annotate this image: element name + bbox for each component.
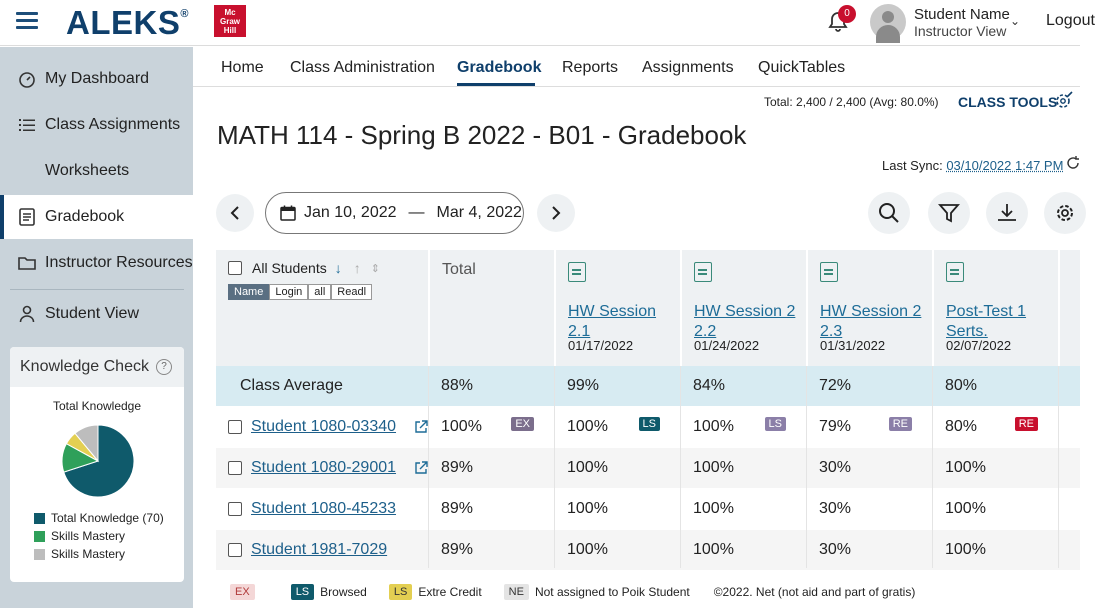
top-bar <box>0 0 1095 46</box>
column-divider <box>1058 366 1059 568</box>
sidebar-item-label: Gradebook <box>45 208 125 225</box>
legend-badge: NE <box>504 584 529 600</box>
column-label[interactable]: Post-Test 1 Serts. <box>946 303 1027 340</box>
class-average-label: Class Average <box>240 377 343 394</box>
page-title: MATH 114 - Spring B 2022 - B01 - Gradebook <box>217 120 747 150</box>
knowledge-pie-chart <box>58 421 138 501</box>
sidebar-item-instructor-resources[interactable] <box>0 241 193 285</box>
worksheet-icon <box>17 161 37 181</box>
settings-button[interactable] <box>1044 192 1086 234</box>
column-label[interactable]: HW Session 2 2.2 <box>694 303 796 340</box>
legend-badge: LS <box>291 584 314 600</box>
student-name-cell <box>216 530 387 570</box>
table-cell[interactable]: 30% <box>819 459 852 476</box>
table-cell[interactable]: 100% LS <box>555 407 680 447</box>
main-nav <box>193 47 1080 87</box>
next-range-button[interactable] <box>537 194 575 232</box>
student-name-cell <box>216 489 396 529</box>
class-tools-button[interactable]: CLASS TOOLS <box>958 94 1058 110</box>
menu-icon[interactable] <box>16 12 38 30</box>
table-cell[interactable]: 100% <box>693 541 734 558</box>
knowledge-check-header <box>10 347 184 387</box>
table-row <box>216 448 1080 488</box>
student-link[interactable]: Student 1080-29001 <box>251 459 397 476</box>
sort-option-name[interactable]: Name <box>228 284 269 300</box>
table-cell[interactable]: 80% RE <box>933 407 1058 447</box>
legend-item <box>34 511 164 525</box>
user-role: Instructor View <box>914 23 1007 39</box>
sidebar-item-student-view[interactable] <box>0 292 193 336</box>
list-icon <box>17 115 37 135</box>
sidebar-item-label: Class Assignments <box>45 116 181 133</box>
column-date: 02/07/2022 <box>946 338 1012 353</box>
tab-home[interactable]: Home <box>221 59 264 76</box>
sidebar-item-label: Instructor Resources <box>45 254 193 271</box>
column-header-post-test-1[interactable] <box>933 250 1058 366</box>
student-link[interactable]: Student 1080-03340 <box>251 418 397 435</box>
table-cell[interactable]: 79% RE <box>807 407 932 447</box>
row-checkbox[interactable] <box>228 420 242 434</box>
tab-assignments[interactable]: Assignments <box>642 59 734 76</box>
external-link-icon[interactable] <box>414 420 428 434</box>
legend-label: Skills Mastery <box>51 547 126 561</box>
table-cell: 88% <box>441 377 474 394</box>
student-name-cell <box>216 407 428 447</box>
status-badge: LS <box>765 417 786 431</box>
sidebar-item-label: Worksheets <box>45 162 130 179</box>
gradebook-icon <box>17 207 37 227</box>
legend-badge: EX <box>230 584 255 600</box>
chevron-down-icon[interactable]: ⌄ <box>1010 14 1021 28</box>
logout-link[interactable]: Logout <box>1046 12 1095 29</box>
all-students-toggle[interactable] <box>228 260 380 276</box>
select-all-checkbox[interactable] <box>228 261 242 275</box>
sync-icon[interactable] <box>1066 156 1080 170</box>
tab-reports[interactable]: Reports <box>562 59 619 76</box>
legend-swatch <box>34 549 45 560</box>
download-button[interactable] <box>986 192 1028 234</box>
table-cell[interactable]: 89% <box>441 500 474 517</box>
student-link[interactable]: Student 1981-7029 <box>251 541 388 558</box>
column-header-hw-2-3[interactable] <box>807 250 932 366</box>
sidebar-item-label: My Dashboard <box>45 70 150 87</box>
mcgraw-hill-logo: Mc Graw Hill <box>214 5 246 37</box>
status-badge: RE <box>1015 417 1038 431</box>
column-label[interactable]: HW Session 2.1 <box>568 303 657 340</box>
tab-quicktables[interactable]: QuickTables <box>758 59 846 76</box>
arrow-up-icon[interactable]: ↑ <box>353 260 361 276</box>
table-cell[interactable]: 100% <box>945 500 986 517</box>
table-cell: 84% <box>693 377 726 394</box>
column-date: 01/17/2022 <box>568 338 634 353</box>
legend-item <box>34 529 125 543</box>
pie-chart-title: Total Knowledge <box>52 399 142 413</box>
search-icon <box>878 202 900 224</box>
arrow-down-icon[interactable]: ↓ <box>334 260 342 276</box>
table-row <box>216 530 1080 570</box>
student-column-header <box>216 250 428 366</box>
column-divider <box>806 366 807 568</box>
legend-text: Extre Credit <box>418 585 482 599</box>
sort-option-login[interactable]: Login <box>269 284 308 300</box>
legend-badge: LS <box>389 584 412 600</box>
table-cell[interactable]: 30% <box>819 541 852 558</box>
tab-class-administration[interactable]: Class Administration <box>290 59 435 76</box>
sidebar-item-class-assignments[interactable] <box>0 103 193 147</box>
table-cell[interactable]: 100% EX <box>429 407 554 447</box>
external-link-icon[interactable] <box>414 461 428 475</box>
date-start: Jan 10, 2022 <box>304 204 397 221</box>
legend-text: Browsed <box>320 585 367 599</box>
gear-icon <box>1054 202 1076 224</box>
sidebar-item-worksheets[interactable] <box>0 149 193 193</box>
tab-gradebook[interactable]: Gradebook <box>457 59 542 76</box>
sidebar-divider <box>10 289 184 290</box>
table-cell[interactable]: 100% <box>693 459 734 476</box>
assignment-icon <box>694 262 712 282</box>
column-date: 01/24/2022 <box>694 338 760 353</box>
sort-option-readl[interactable]: Readl <box>331 284 372 300</box>
table-cell[interactable]: 30% <box>819 500 852 517</box>
person-icon <box>17 304 37 324</box>
table-cell[interactable]: 100% <box>567 500 608 517</box>
table-cell[interactable]: 100% <box>567 459 608 476</box>
chevron-right-icon <box>550 205 562 221</box>
previous-range-button[interactable] <box>216 194 254 232</box>
sidebar <box>0 47 193 608</box>
status-badge: EX <box>511 417 534 431</box>
table-cell: 72% <box>819 377 852 394</box>
sort-option-all[interactable]: all <box>308 284 331 300</box>
knowledge-check-card <box>10 347 184 582</box>
copyright-text: ©2022. Net (not aid and part of gratis) <box>713 585 916 599</box>
table-row <box>216 489 1080 529</box>
column-header-total[interactable] <box>429 250 554 366</box>
table-cell[interactable]: 89% <box>441 459 474 476</box>
last-sync-label: Last Sync: <box>882 158 943 173</box>
gear-edit-icon[interactable] <box>1054 91 1074 111</box>
aleks-logo[interactable]: ALEKS® <box>66 4 189 41</box>
date-end: Mar 4, 2022 <box>436 204 522 221</box>
all-students-label: All Students <box>252 260 327 276</box>
column-divider <box>680 366 681 568</box>
table-cell[interactable]: 100% <box>693 500 734 517</box>
total-summary: Total: 2,400 / 2,400 (Avg: 80.0%) <box>764 95 939 109</box>
last-sync-link[interactable]: 03/10/2022 1:47 PM <box>946 158 1064 173</box>
column-label: Total <box>442 261 476 278</box>
sidebar-item-dashboard[interactable] <box>0 57 193 101</box>
search-button[interactable] <box>868 192 910 234</box>
legend-label: Total Knowledge (70) <box>51 511 164 525</box>
status-badge: RE <box>889 417 912 431</box>
column-header-hw-2-2[interactable] <box>681 250 806 366</box>
dashboard-icon <box>17 69 37 89</box>
table-row <box>216 407 1080 447</box>
table-cell: 80% <box>945 377 978 394</box>
folder-icon <box>17 253 37 273</box>
table-cell: 99% <box>567 377 600 394</box>
table-cell[interactable]: 89% <box>441 541 474 558</box>
calendar-icon <box>280 205 296 221</box>
filter-button[interactable] <box>928 192 970 234</box>
column-divider <box>554 366 555 568</box>
filter-icon <box>938 202 960 224</box>
legend-label: Skills Mastery <box>51 529 126 543</box>
column-spacer <box>933 250 934 366</box>
table-cell[interactable]: 100% <box>567 541 608 558</box>
sort-options <box>228 284 372 300</box>
assignment-icon <box>820 262 838 282</box>
column-date: 01/31/2022 <box>820 338 886 353</box>
table-cell[interactable]: 100% LS <box>681 407 806 447</box>
active-tab-indicator <box>457 83 535 86</box>
download-icon <box>996 202 1018 224</box>
legend-swatch <box>34 513 45 524</box>
table-cell[interactable]: 100% <box>945 459 986 476</box>
column-divider <box>428 366 429 568</box>
legend-item <box>34 547 125 561</box>
assignment-icon <box>946 262 964 282</box>
date-range-picker[interactable] <box>265 192 524 234</box>
table-cell[interactable]: 100% <box>945 541 986 558</box>
knowledge-check-title: Knowledge Check <box>20 358 149 375</box>
sidebar-item-gradebook[interactable] <box>0 195 193 239</box>
help-icon[interactable]: ? <box>156 359 172 375</box>
chevron-left-icon <box>229 205 241 221</box>
user-name[interactable]: Student Name <box>914 6 1010 23</box>
sort-icon[interactable]: ⇕ <box>370 262 380 275</box>
legend-text: Not assigned to Poik Student <box>534 585 690 599</box>
student-name-cell <box>216 448 428 488</box>
column-label[interactable]: HW Session 2 2.3 <box>820 303 922 340</box>
legend-swatch <box>34 531 45 542</box>
status-badge: LS <box>639 417 660 431</box>
gradebook-table <box>216 250 1080 568</box>
column-header-hw-2-1[interactable] <box>555 250 680 366</box>
row-checkbox[interactable] <box>228 543 242 557</box>
footer-legend <box>216 576 1080 608</box>
assignment-icon <box>568 262 586 282</box>
last-sync <box>882 158 1063 173</box>
column-header-hw-2-4[interactable] <box>1059 250 1080 366</box>
row-checkbox[interactable] <box>228 502 242 516</box>
notification-badge: 0 <box>838 5 856 23</box>
row-checkbox[interactable] <box>228 461 242 475</box>
student-link[interactable]: Student 1080-45233 <box>251 500 397 517</box>
avatar[interactable] <box>870 4 906 40</box>
date-separator: — <box>408 204 425 221</box>
column-divider <box>932 366 933 568</box>
class-average-row <box>216 366 1080 406</box>
sidebar-item-label: Student View <box>45 305 139 322</box>
